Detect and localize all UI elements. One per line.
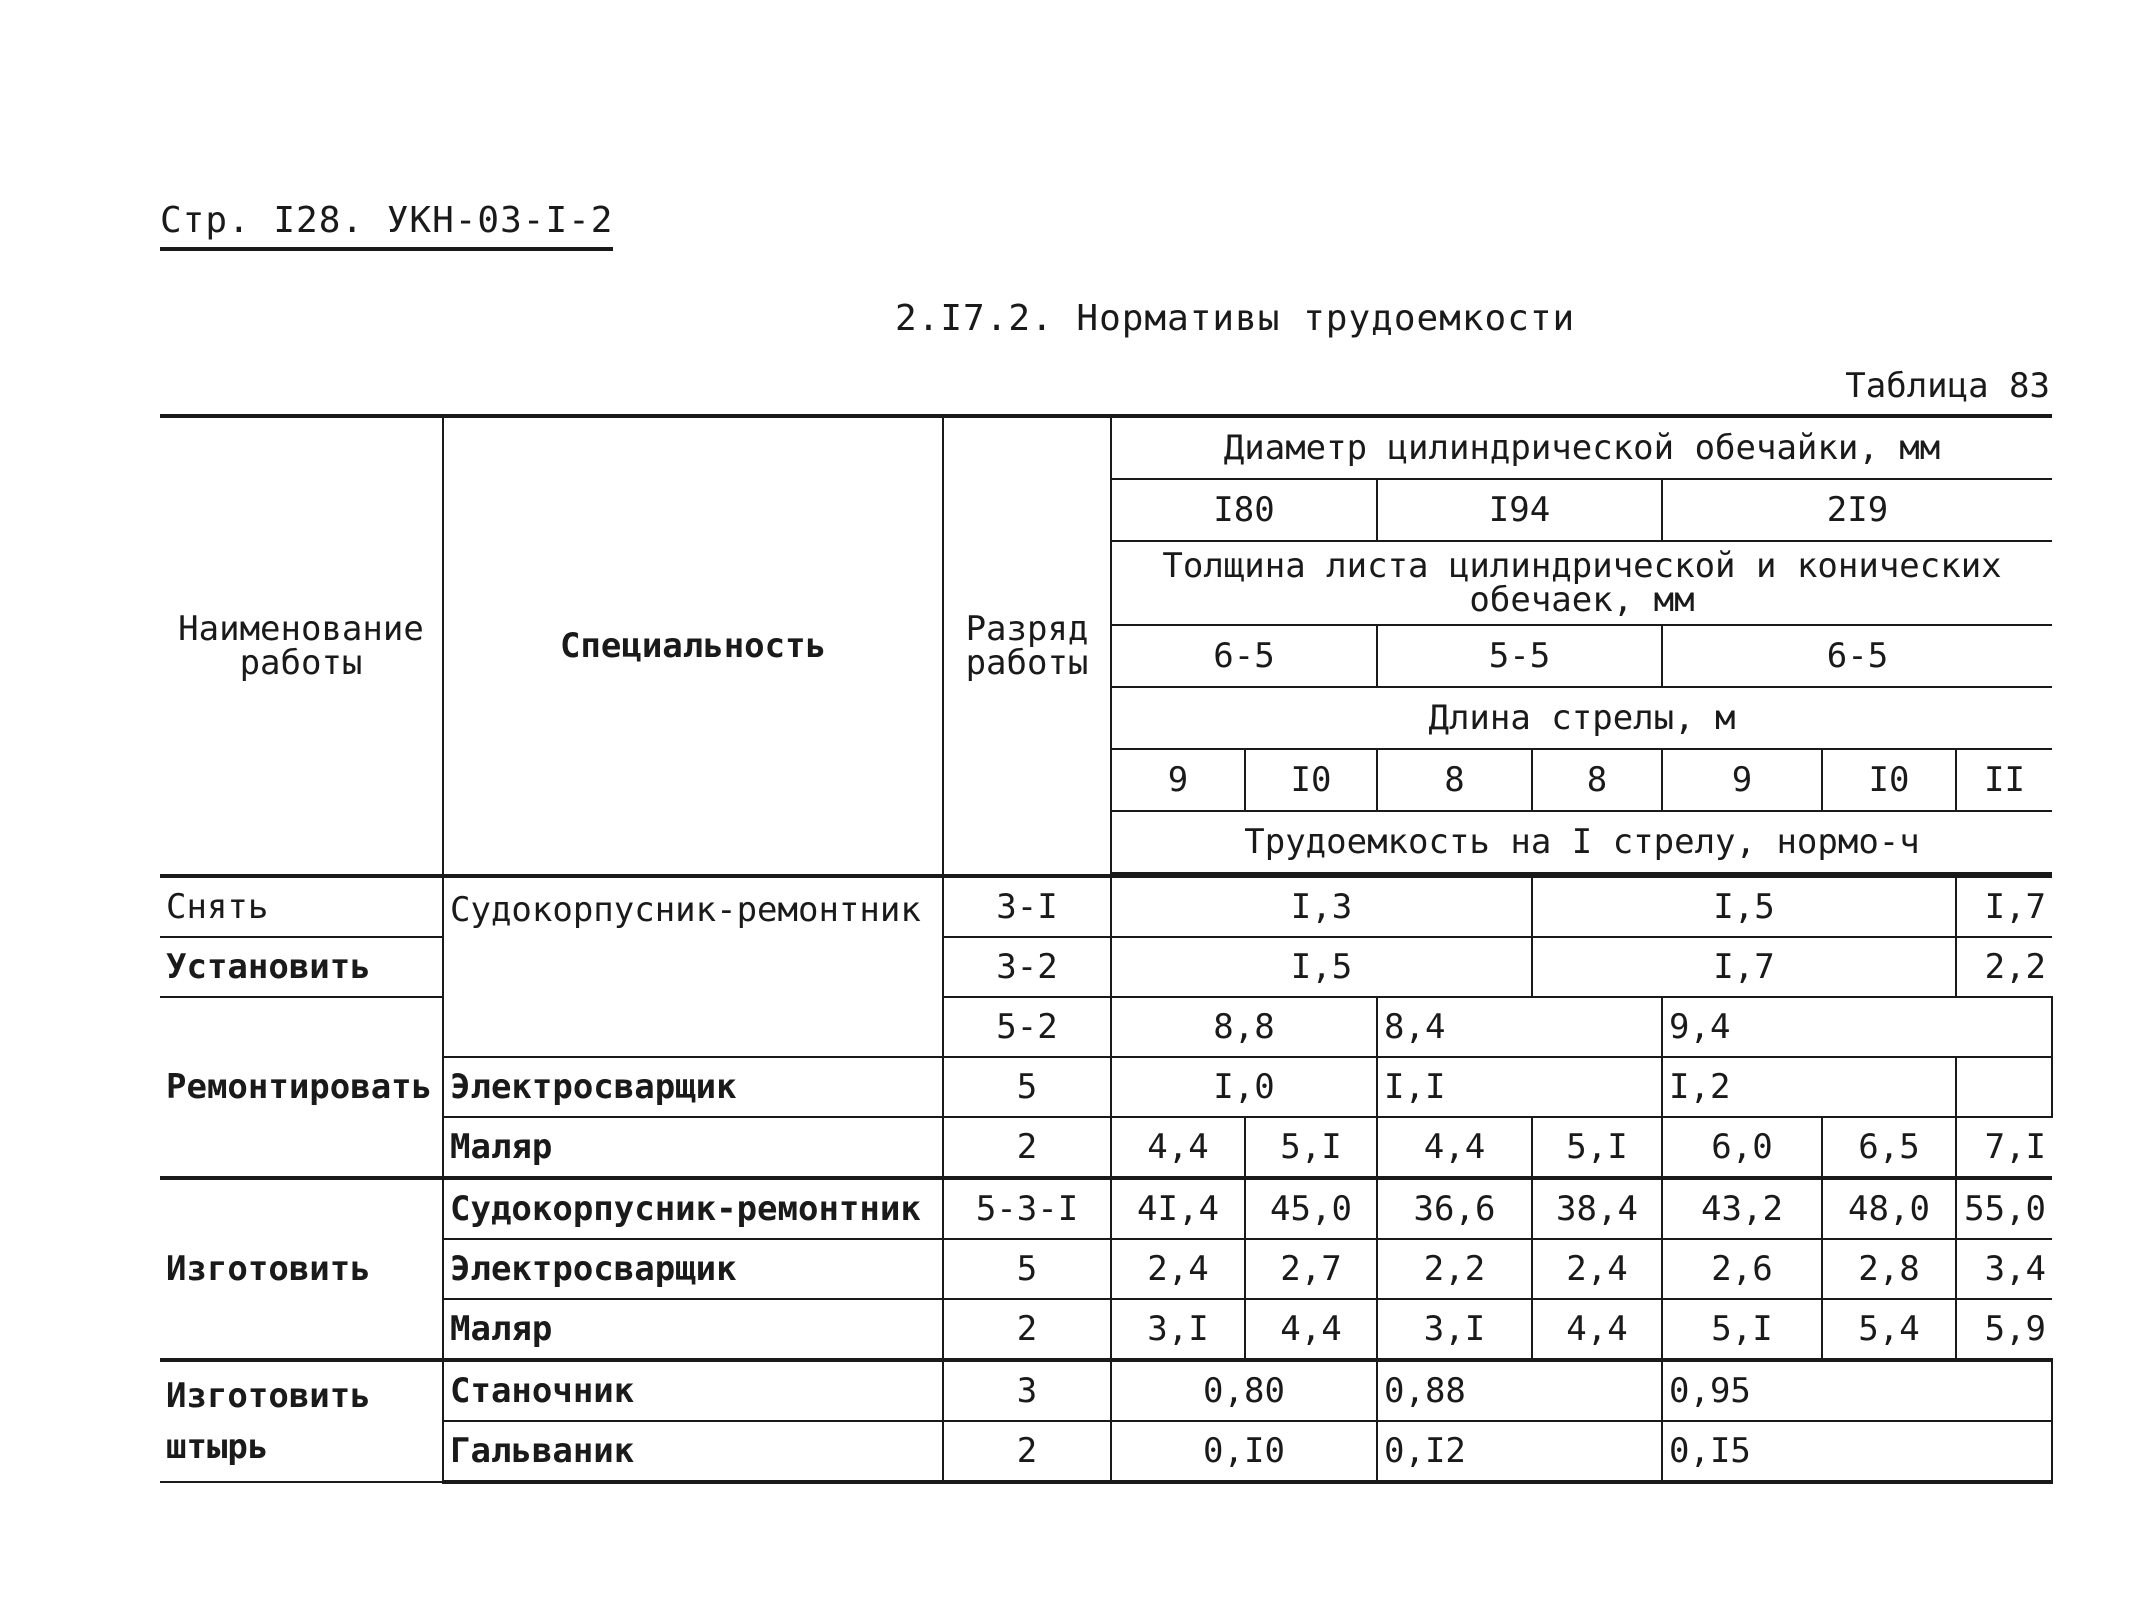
value-cell: 4,4 — [1377, 1117, 1532, 1178]
value-cell: I,5 — [1111, 937, 1532, 997]
value-cell: 0,I0 — [1111, 1421, 1377, 1482]
specialty: Станочник — [443, 1360, 943, 1421]
col-header-thickness: Толщина листа цилиндрической и конических обечаек, мм — [1111, 541, 2052, 625]
work-name: Изготовить — [160, 1178, 443, 1360]
specialty: Электросварщик — [443, 1057, 943, 1117]
header-row-diameter — [160, 416, 2052, 479]
value-cell: I,I — [1377, 1057, 1662, 1117]
table-row — [160, 1178, 2052, 1239]
value-cell: 4I,4 — [1111, 1178, 1245, 1239]
table-row — [160, 1360, 2052, 1421]
work-name: Снять — [160, 876, 443, 937]
grade: 3-2 — [943, 937, 1111, 997]
table-row — [160, 1057, 2052, 1117]
thickness-219: 6-5 — [1662, 625, 2052, 687]
specialty: Электросварщик — [443, 1239, 943, 1299]
grade: 5 — [943, 1057, 1111, 1117]
value-cell: 2,4 — [1111, 1239, 1245, 1299]
specialty: Маляр — [443, 1299, 943, 1360]
value-cell: 5,9 — [1956, 1299, 2052, 1360]
page-reference: Стр. I28. УКН-03-I-2 — [160, 200, 613, 251]
value-cell: I,5 — [1532, 876, 1956, 937]
value-cell: 5,I — [1662, 1299, 1822, 1360]
col-header-grade: Разряд работы — [943, 416, 1111, 876]
length-value: I0 — [1245, 749, 1377, 811]
specialty: Судокорпусник-ремонтник — [443, 1178, 943, 1239]
length-value: II — [1956, 749, 2052, 811]
table-row — [160, 1117, 2052, 1178]
grade: 3 — [943, 1360, 1111, 1421]
table-row — [160, 1299, 2052, 1360]
value-cell: 55,0 — [1956, 1178, 2052, 1239]
value-cell: 5,I — [1245, 1117, 1377, 1178]
grade: 2 — [943, 1117, 1111, 1178]
work-name: Изготовить штырь — [160, 1360, 443, 1482]
value-cell: I,3 — [1111, 876, 1532, 937]
value-cell: 45,0 — [1245, 1178, 1377, 1239]
value-cell: I,2 — [1662, 1057, 1956, 1117]
value-cell: 7,I — [1956, 1117, 2052, 1178]
length-value: 9 — [1662, 749, 1822, 811]
value-cell: 6,5 — [1822, 1117, 1956, 1178]
grade: 5 — [943, 1239, 1111, 1299]
value-cell: 9,4 — [1662, 997, 2052, 1057]
grade: 2 — [943, 1299, 1111, 1360]
specialty: Маляр — [443, 1117, 943, 1178]
value-cell: I,7 — [1956, 876, 2052, 937]
diameter-219: 2I9 — [1662, 479, 2052, 541]
value-cell: 2,8 — [1822, 1239, 1956, 1299]
thickness-180: 6-5 — [1111, 625, 1377, 687]
grade: 2 — [943, 1421, 1111, 1482]
grade: 5-2 — [943, 997, 1111, 1057]
work-name: Установить — [160, 937, 443, 997]
value-cell: 2,2 — [1956, 937, 2052, 997]
value-cell: 2,7 — [1245, 1239, 1377, 1299]
col-header-boom-length: Длина стрелы, м — [1111, 687, 2052, 749]
value-cell: 8,4 — [1377, 997, 1662, 1057]
col-header-specialty: Специальность — [443, 416, 943, 876]
value-cell: 0,I5 — [1662, 1421, 2052, 1482]
value-cell: 36,6 — [1377, 1178, 1532, 1239]
specialty: Гальваник — [443, 1421, 943, 1482]
value-cell: 0,95 — [1662, 1360, 2052, 1421]
work-name: Ремонтировать — [160, 997, 443, 1178]
diameter-180: I80 — [1111, 479, 1377, 541]
diameter-194: I94 — [1377, 479, 1662, 541]
col-header-work-name: Наименование работы — [160, 416, 443, 876]
length-value: I0 — [1822, 749, 1956, 811]
value-cell: 4,4 — [1111, 1117, 1245, 1178]
value-cell: 2,4 — [1532, 1239, 1662, 1299]
section-title: 2.I7.2. Нормативы трудоемкости — [895, 298, 1576, 339]
value-cell: 38,4 — [1532, 1178, 1662, 1239]
col-header-labor: Трудоемкость на I стрелу, нормо-ч — [1111, 811, 2052, 873]
table-row — [160, 1239, 2052, 1299]
value-cell: 4,4 — [1532, 1299, 1662, 1360]
value-cell: 2,2 — [1377, 1239, 1532, 1299]
table-row — [160, 1421, 2052, 1482]
col-header-diameter: Диаметр цилиндрической обечайки, мм — [1111, 416, 2052, 479]
length-value: 8 — [1532, 749, 1662, 811]
value-cell: 0,80 — [1111, 1360, 1377, 1421]
value-cell: 0,I2 — [1377, 1421, 1662, 1482]
value-cell: 5,4 — [1822, 1299, 1956, 1360]
table-label: Таблица 83 — [1845, 366, 2050, 406]
specialty: Судокорпусник-ремонтник — [443, 876, 943, 1057]
thickness-194: 5-5 — [1377, 625, 1662, 687]
value-cell: 2,6 — [1662, 1239, 1822, 1299]
value-cell: 5,I — [1532, 1117, 1662, 1178]
value-cell: 0,88 — [1377, 1360, 1662, 1421]
length-value: 9 — [1111, 749, 1245, 811]
value-cell: I,7 — [1532, 937, 1956, 997]
labor-norms-table — [160, 414, 2052, 1484]
value-cell: I,0 — [1111, 1057, 1377, 1117]
value-cell: 8,8 — [1111, 997, 1377, 1057]
table-row — [160, 876, 2052, 937]
grade: 5-3-I — [943, 1178, 1111, 1239]
value-cell: 6,0 — [1662, 1117, 1822, 1178]
value-cell — [1956, 1057, 2052, 1117]
value-cell: 48,0 — [1822, 1178, 1956, 1239]
length-value: 8 — [1377, 749, 1532, 811]
value-cell: 3,I — [1377, 1299, 1532, 1360]
value-cell: 43,2 — [1662, 1178, 1822, 1239]
value-cell: 3,4 — [1956, 1239, 2052, 1299]
grade: 3-I — [943, 876, 1111, 937]
value-cell: 3,I — [1111, 1299, 1245, 1360]
value-cell: 4,4 — [1245, 1299, 1377, 1360]
